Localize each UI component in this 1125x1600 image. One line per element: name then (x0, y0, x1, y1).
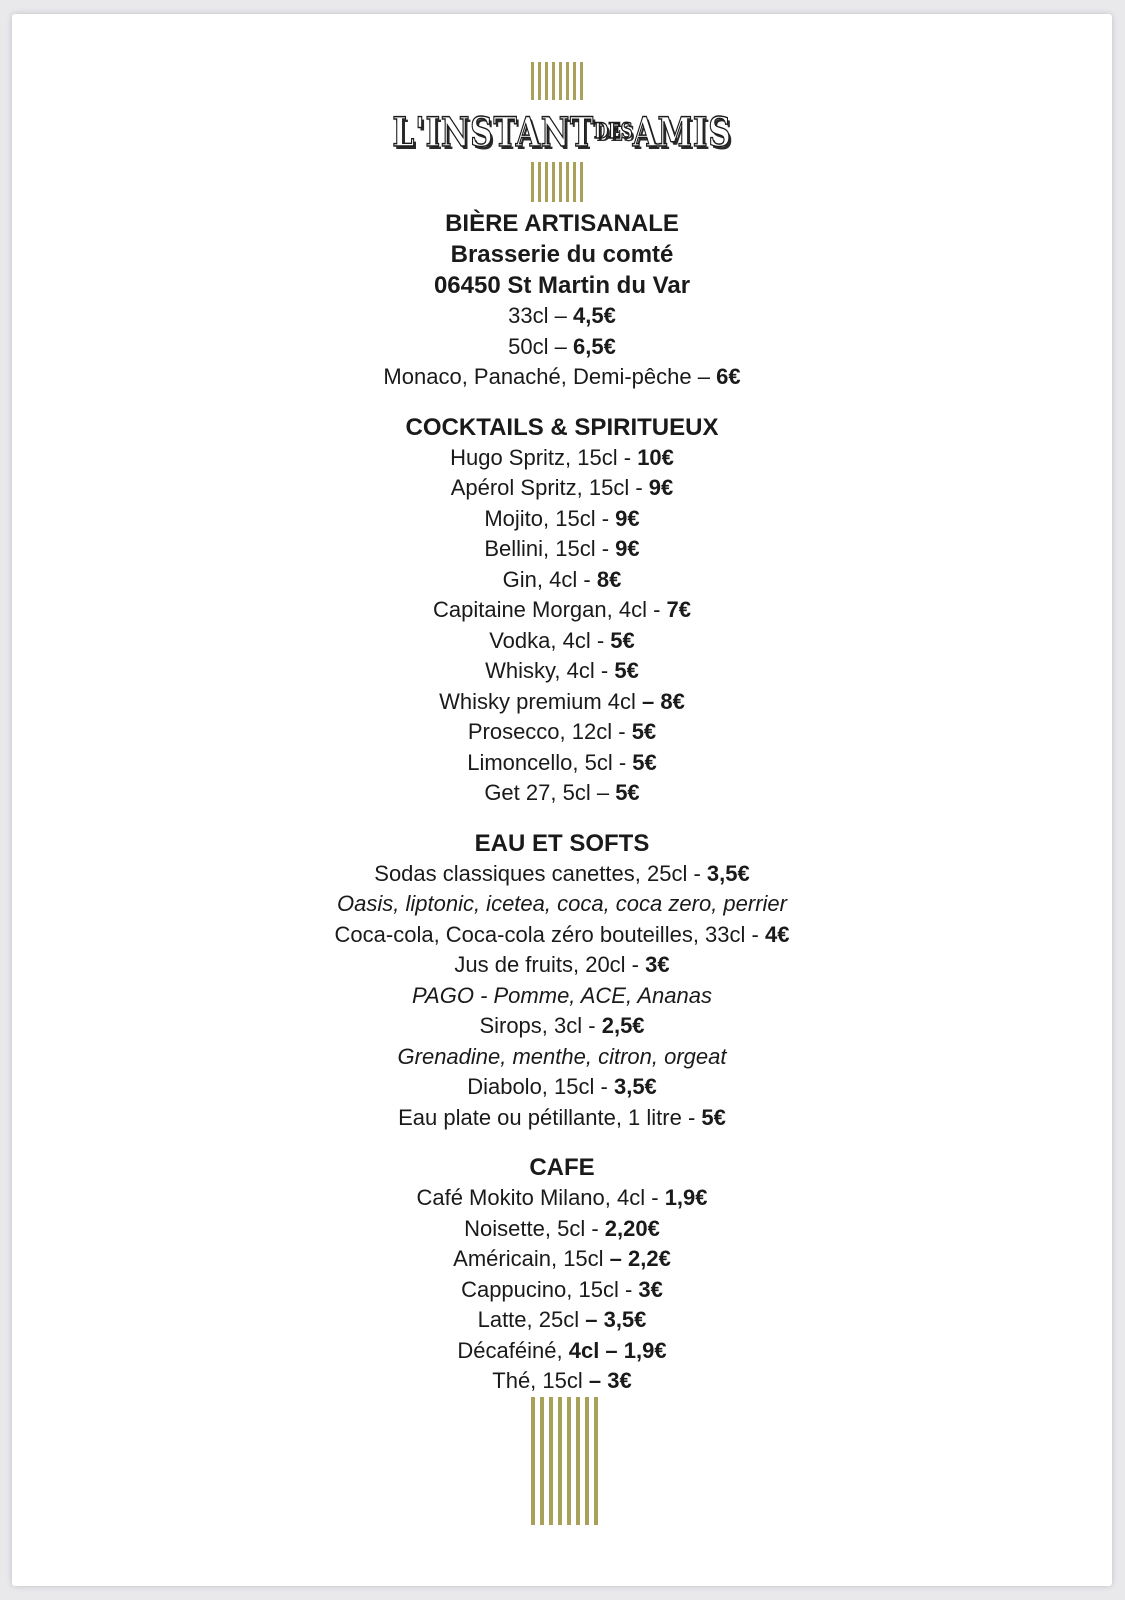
item-price: 3,5€ (706, 860, 750, 886)
menu-item: Décaféiné, 4cl – 1,9€ (457, 1337, 667, 1363)
item-price: 4cl – 1,9€ (568, 1337, 667, 1363)
section-softs (12, 828, 1112, 1134)
item-price: 6,5€ (573, 333, 616, 359)
menu-item: Prosecco, 12cl - 5€ (467, 719, 657, 744)
item-description: Oasis, liptonic, icetea, coca, coca zero, perrier (337, 891, 787, 916)
menu-item: Limoncello, 5cl - 5€ (467, 749, 657, 775)
menu-item: Café Mokito Milano, 4cl - 1,9€ (416, 1185, 708, 1210)
section-title-cafe: CAFE (529, 1154, 595, 1181)
section-cocktails (12, 412, 1112, 809)
menu-item: Apérol Spritz, 15cl - 9€ (450, 475, 674, 500)
item-price: 5€ (701, 1104, 726, 1130)
brewery-name: Brasserie du comté (450, 241, 674, 268)
item-price: 5€ (614, 658, 639, 683)
menu-item: Hugo Spritz, 15cl - 10€ (450, 444, 674, 470)
item-price: 5€ (610, 627, 635, 653)
menu-item: Bellini, 15cl - 9€ (484, 536, 640, 561)
menu-item: Vodka, 4cl - 5€ (489, 627, 635, 653)
menu-item: Américain, 15cl – 2,2€ (453, 1246, 671, 1271)
item-price: 7€ (666, 597, 692, 622)
item-price: 10€ (637, 444, 674, 470)
menu-item: Monaco, Panaché, Demi-pêche – 6€ (383, 364, 741, 389)
item-price: 9€ (648, 475, 674, 500)
logo-text-part3: AMIS (632, 109, 732, 156)
item-price: 2,5€ (601, 1013, 645, 1038)
item-price: 9€ (615, 536, 640, 561)
item-price: 5€ (631, 719, 657, 744)
menu-item: Diabolo, 15cl - 3,5€ (467, 1074, 657, 1099)
brewery-location: 06450 St Martin du Var (433, 272, 691, 299)
item-price: 4€ (764, 921, 790, 947)
menu-page (12, 14, 1112, 1586)
section-biere (12, 208, 1112, 393)
restaurant-logo (133, 109, 991, 156)
item-description: Grenadine, menthe, citron, orgeat (397, 1043, 727, 1069)
logo-text-part1: L'INSTANT (392, 109, 595, 156)
decorative-stripes-footer (531, 1397, 598, 1525)
item-price: 2,20€ (604, 1215, 660, 1241)
menu-item: Gin, 4cl - 8€ (502, 566, 622, 592)
item-price: 3,5€ (613, 1074, 657, 1099)
drinks-menu (12, 208, 1112, 1397)
logo-stripes-top (531, 62, 583, 100)
item-price: 8€ (596, 566, 622, 592)
section-title-softs: EAU ET SOFTS (474, 829, 650, 857)
menu-item: 50cl – 6,5€ (508, 333, 616, 359)
item-price: 9€ (615, 505, 640, 531)
menu-item: Jus de fruits, 20cl - 3€ (454, 952, 670, 977)
item-price: 5€ (632, 749, 657, 775)
menu-item: Sirops, 3cl - 2,5€ (479, 1013, 645, 1038)
menu-item: Mojito, 15cl - 9€ (484, 505, 640, 531)
item-price: – 3,5€ (585, 1307, 647, 1332)
menu-item: Whisky premium 4cl – 8€ (439, 688, 685, 714)
item-price: – 2,2€ (609, 1246, 671, 1271)
menu-item: Sodas classiques canettes, 25cl - 3,5€ (374, 860, 750, 886)
menu-item: Latte, 25cl – 3,5€ (477, 1307, 647, 1332)
item-price: 4,5€ (573, 303, 616, 328)
menu-item: Thé, 15cl – 3€ (492, 1368, 632, 1393)
item-price: 6€ (716, 364, 741, 389)
item-price: 1,9€ (664, 1185, 708, 1210)
menu-item: Cappucino, 15cl - 3€ (461, 1276, 663, 1302)
menu-item: Eau plate ou pétillante, 1 litre - 5€ (398, 1104, 726, 1130)
section-title-cocktails: COCKTAILS & SPIRITUEUX (405, 413, 719, 441)
menu-item: Coca-cola, Coca-cola zéro bouteilles, 33cl - 4€ (334, 921, 790, 947)
section-cafe (12, 1152, 1112, 1397)
menu-item: Whisky, 4cl - 5€ (485, 658, 639, 683)
item-price: – 8€ (642, 688, 685, 714)
item-price: 3€ (645, 952, 670, 977)
menu-item: 33cl – 4,5€ (508, 303, 616, 328)
item-description: PAGO - Pomme, ACE, Ananas (412, 982, 712, 1008)
logo-text-part2: DES (594, 118, 633, 143)
item-price: 3€ (638, 1276, 663, 1302)
menu-item: Get 27, 5cl – 5€ (484, 780, 640, 805)
section-title-biere: BIÈRE ARTISANALE (445, 210, 679, 237)
logo-stripes-bottom (531, 162, 583, 202)
menu-item: Noisette, 5cl - 2,20€ (464, 1215, 660, 1241)
item-price: 5€ (615, 780, 640, 805)
menu-item: Capitaine Morgan, 4cl - 7€ (432, 597, 692, 622)
item-price: – 3€ (588, 1368, 632, 1393)
